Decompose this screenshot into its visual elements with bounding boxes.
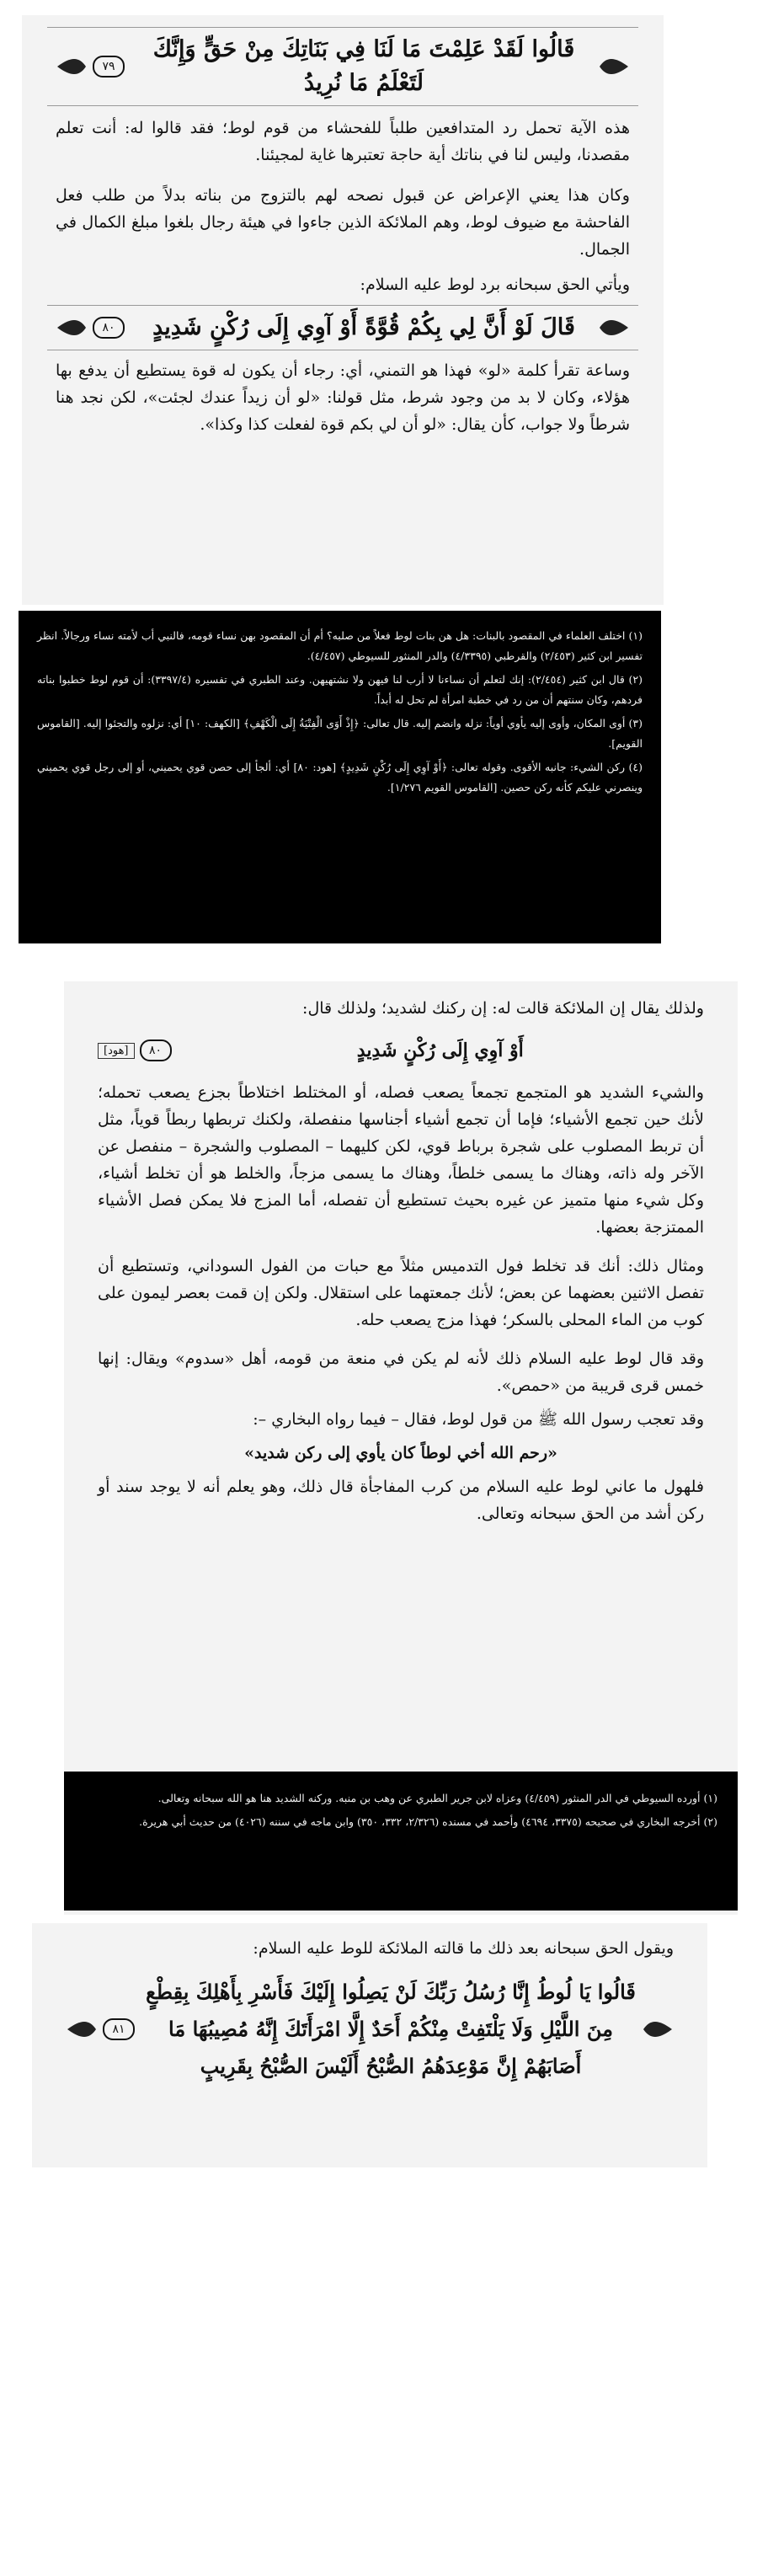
paragraph: وساعة تقرأ كلمة «لو» فهذا هو التمني، أي: رجاء أن يكون له قوة يستطيع أن يدفع بها هؤلاء، وكان لا بد من وجود شرط، مثل قولنا: «لو أن زيداً عندك لجئت»، لكن نجد هنا شرطاً ولا جواب، كأن يقال: «لو أن لي بكم قوة لفعلت كذا وكذا». — [56, 361, 630, 434]
verse-79-text: قَالُوا لَقَدْ عَلِمْتَ مَا لَنَا فِي بَنَاتِكَ مِنْ حَقٍّ وَإِنَّكَ لَتَعْلَمُ مَا نُرِيدُ — [152, 36, 575, 96]
verse-81-text: قَالُوا يَا لُوطُ إِنَّا رُسُلُ رَبِّكَ لَنْ يَصِلُوا إِلَيْكَ فَأَسْرِ بِأَهْلِكَ بِقِطْعٍ مِنَ اللَّيْلِ وَلَا يَلْتَفِتْ مِنْكُمْ أَحَدٌ إِلَّا امْرَأَتَكَ إِنَّهُ مُصِيبُهَا مَا أَصَابَهُمْ إِنَّ مَوْعِدَهُمُ الصُّبْحُ أَلَيْسَ الصُّبْحُ بِقَرِيبٍ — [146, 1980, 636, 2078]
paragraph: ومثال ذلك: أنك قد تخلط فول التدميس مثلاً مع حبات من الفول السوداني، وتستطيع أن تفصل الاثنين بعضهما عن بعض؛ لأنك جمعتهما على استقلال. ولكن إن قمت بعصر ليمون على كوب من الماء المحلى بالسكر؛ فهذا مزج يصعب حله. — [98, 1257, 704, 1329]
footnote: (٢) أخرجه البخاري في صحيحه (٣٣٧٥، ٤٦٩٤) وأحمد في مسنده (٢/٣٢٦، ٣٣٢، ٣٥٠) وابن ماجه في سننه (٤٠٢٦) من حديث أبي هريرة. — [139, 1815, 717, 1828]
ornament-icon — [598, 318, 630, 338]
ornament-icon — [642, 2019, 674, 2039]
paragraph: وقد تعجب رسول الله ﷺ من قول لوط، فقال – فيما رواه البخاري –: — [253, 1410, 704, 1429]
verse-number: ٧٩ — [93, 56, 125, 77]
footnote: (١) أورده السيوطي في الدر المنثور (٤/٤٥٩) وعزاه لابن جرير الطبري عن وهب بن منبه. وركنه الشديد هنا هو الله سبحانه وتعالى. — [157, 1792, 717, 1804]
ornament-icon — [56, 56, 88, 77]
footnote: (١) اختلف العلماء في المقصود بالبنات: هل هن بنات لوط فعلاً من صلبه؟ أم أن المقصود بهن نساء قومه، فالنبي أب لأمته نساء ورجالاً. انظر تفسير ابن كثير (٢/٤٥٣) والقرطبي (٤/٣٣٩٥) والدر المنثور للسيوطي (٤/٤٥٧). — [37, 629, 643, 662]
verse-number: ٨١ — [103, 2018, 135, 2040]
verse-80-text: قَالَ لَوْ أَنَّ لِي بِكُمْ قُوَّةً أَوْ آوِي إِلَى رُكْنٍ شَدِيدٍ — [152, 314, 575, 340]
verse-80b — [89, 1029, 712, 1072]
verse-number: ٨٠ — [140, 1039, 172, 1061]
paragraph: فلهول ما عاني لوط عليه السلام من كرب المفاجأة قال ذلك، وهو يعلم أنه لا يوجد سند أو ركن أشد من الحق سبحانه وتعالى. — [98, 1478, 704, 1523]
paragraph: ويأتي الحق سبحانه برد لوط عليه السلام: — [360, 275, 630, 294]
verse-number: ٨٠ — [93, 317, 125, 339]
verse-79 — [47, 27, 638, 106]
ornament-icon — [598, 56, 630, 77]
verse-80b-text: أَوْ آوِي إِلَى رُكْنٍ شَدِيدٍ — [356, 1039, 524, 1061]
hadith-quote: «رحم الله أخي لوطاً كان يأوي إلى ركن شديد» — [244, 1444, 557, 1462]
page-1 — [22, 15, 664, 605]
footnote: (٢) قال ابن كثير (٢/٤٥٤): إنك لتعلم أن نساءنا لا أرب لنا فيهن ولا نشتهيهن. وعند الطبري في تفسيره (٣٣٩٧/٤): أن قوم لوط خطبوا بناته فردهم، وكان سنتهم أن من رد في خطبة امرأة لم تحل له أبداً. — [37, 673, 643, 706]
paragraph: وكان هذا يعني الإعراض عن قبول نصحه لهم بالتزوج من بناته بدلاً من طلب فعل الفاحشة مع ضيوف لوط، وهم الملائكة الذين جاءوا في هيئة رجال بلغوا مبلغ الكمال في الجمال. — [56, 186, 630, 259]
paragraph: هذه الآية تحمل رد المتدافعين طلباً للفحشاء من قوم لوط؛ فقد قالوا له: أنت تعلم مقصدنا، وليس لنا في بناتك أية حاجة تعتبرها غاية لمجيئنا. — [56, 119, 630, 164]
footnote: (٤) ركن الشيء: جانبه الأقوى. وقوله تعالى: ﴿أَوْ آوِي إِلَى رُكْنٍ شَدِيدٍ﴾ [هود: ٨٠] أي: ألجأ إلى حصن قوي يحميني، أو إلى رجل قوي يحميني وينصرني عليكم كأنه ركن حصين. [القاموس القويم ١/٢٧٦]. — [37, 761, 643, 794]
paragraph: ويقول الحق سبحانه بعد ذلك ما قالته الملائكة للوط عليه السلام: — [253, 1939, 674, 1958]
footnote: (٣) أوى المكان، وأوى إليه يأوي أوياً: نزله وانضم إليه. قال تعالى: ﴿إِذْ أَوَى الْفِتْيَةُ إِلَى الْكَهْفِ﴾ [الكهف: ١٠] أي: نزلوه والتجئوا إليه. [القاموس القويم]. — [37, 717, 643, 750]
footnotes-2 — [64, 1772, 738, 1911]
verse-81 — [57, 1969, 682, 2090]
page-3 — [32, 1923, 707, 2167]
surah-tag: [هود] — [98, 1043, 135, 1059]
footnotes-1 — [19, 611, 661, 943]
ornament-icon — [66, 2019, 98, 2039]
paragraph: والشيء الشديد هو المتجمع تجمعاً يصعب فصله، أو المختلط اختلاطاً بجزع يصعب تحمله؛ لأنك حين تجمع الأشياء؛ فإما أن تجمع أشياء أجناسها منفصلة، ولكنك تربطها ربطاً قوياً، مثل أن تربط المصلوب على شجرة برباط قوي، لكن كليهما – المصلوب والشجرة – منفصل عن الآخر وله ذاته، وهناك ما يسمى خلطاً، وهناك ما يسمى مزجاً، والخلط هو أن تخلط أشياء، وكل شيء منها متميز عن غيره بحيث تستطيع أن تفصله، أما المزج فلا يمكن فصل الأشياء الممتزجة بعضها. — [98, 1083, 704, 1237]
paragraph: ولذلك يقال إن الملائكة قالت له: إن ركنك لشديد؛ ولذلك قال: — [302, 999, 704, 1018]
ornament-icon — [56, 318, 88, 338]
paragraph: وقد قال لوط عليه السلام ذلك لأنه لم يكن في منعة من قومه، أهل «سدوم» ويقال: إنها خمس قرى قريبة من «حمص». — [98, 1349, 704, 1395]
verse-80 — [47, 305, 638, 350]
